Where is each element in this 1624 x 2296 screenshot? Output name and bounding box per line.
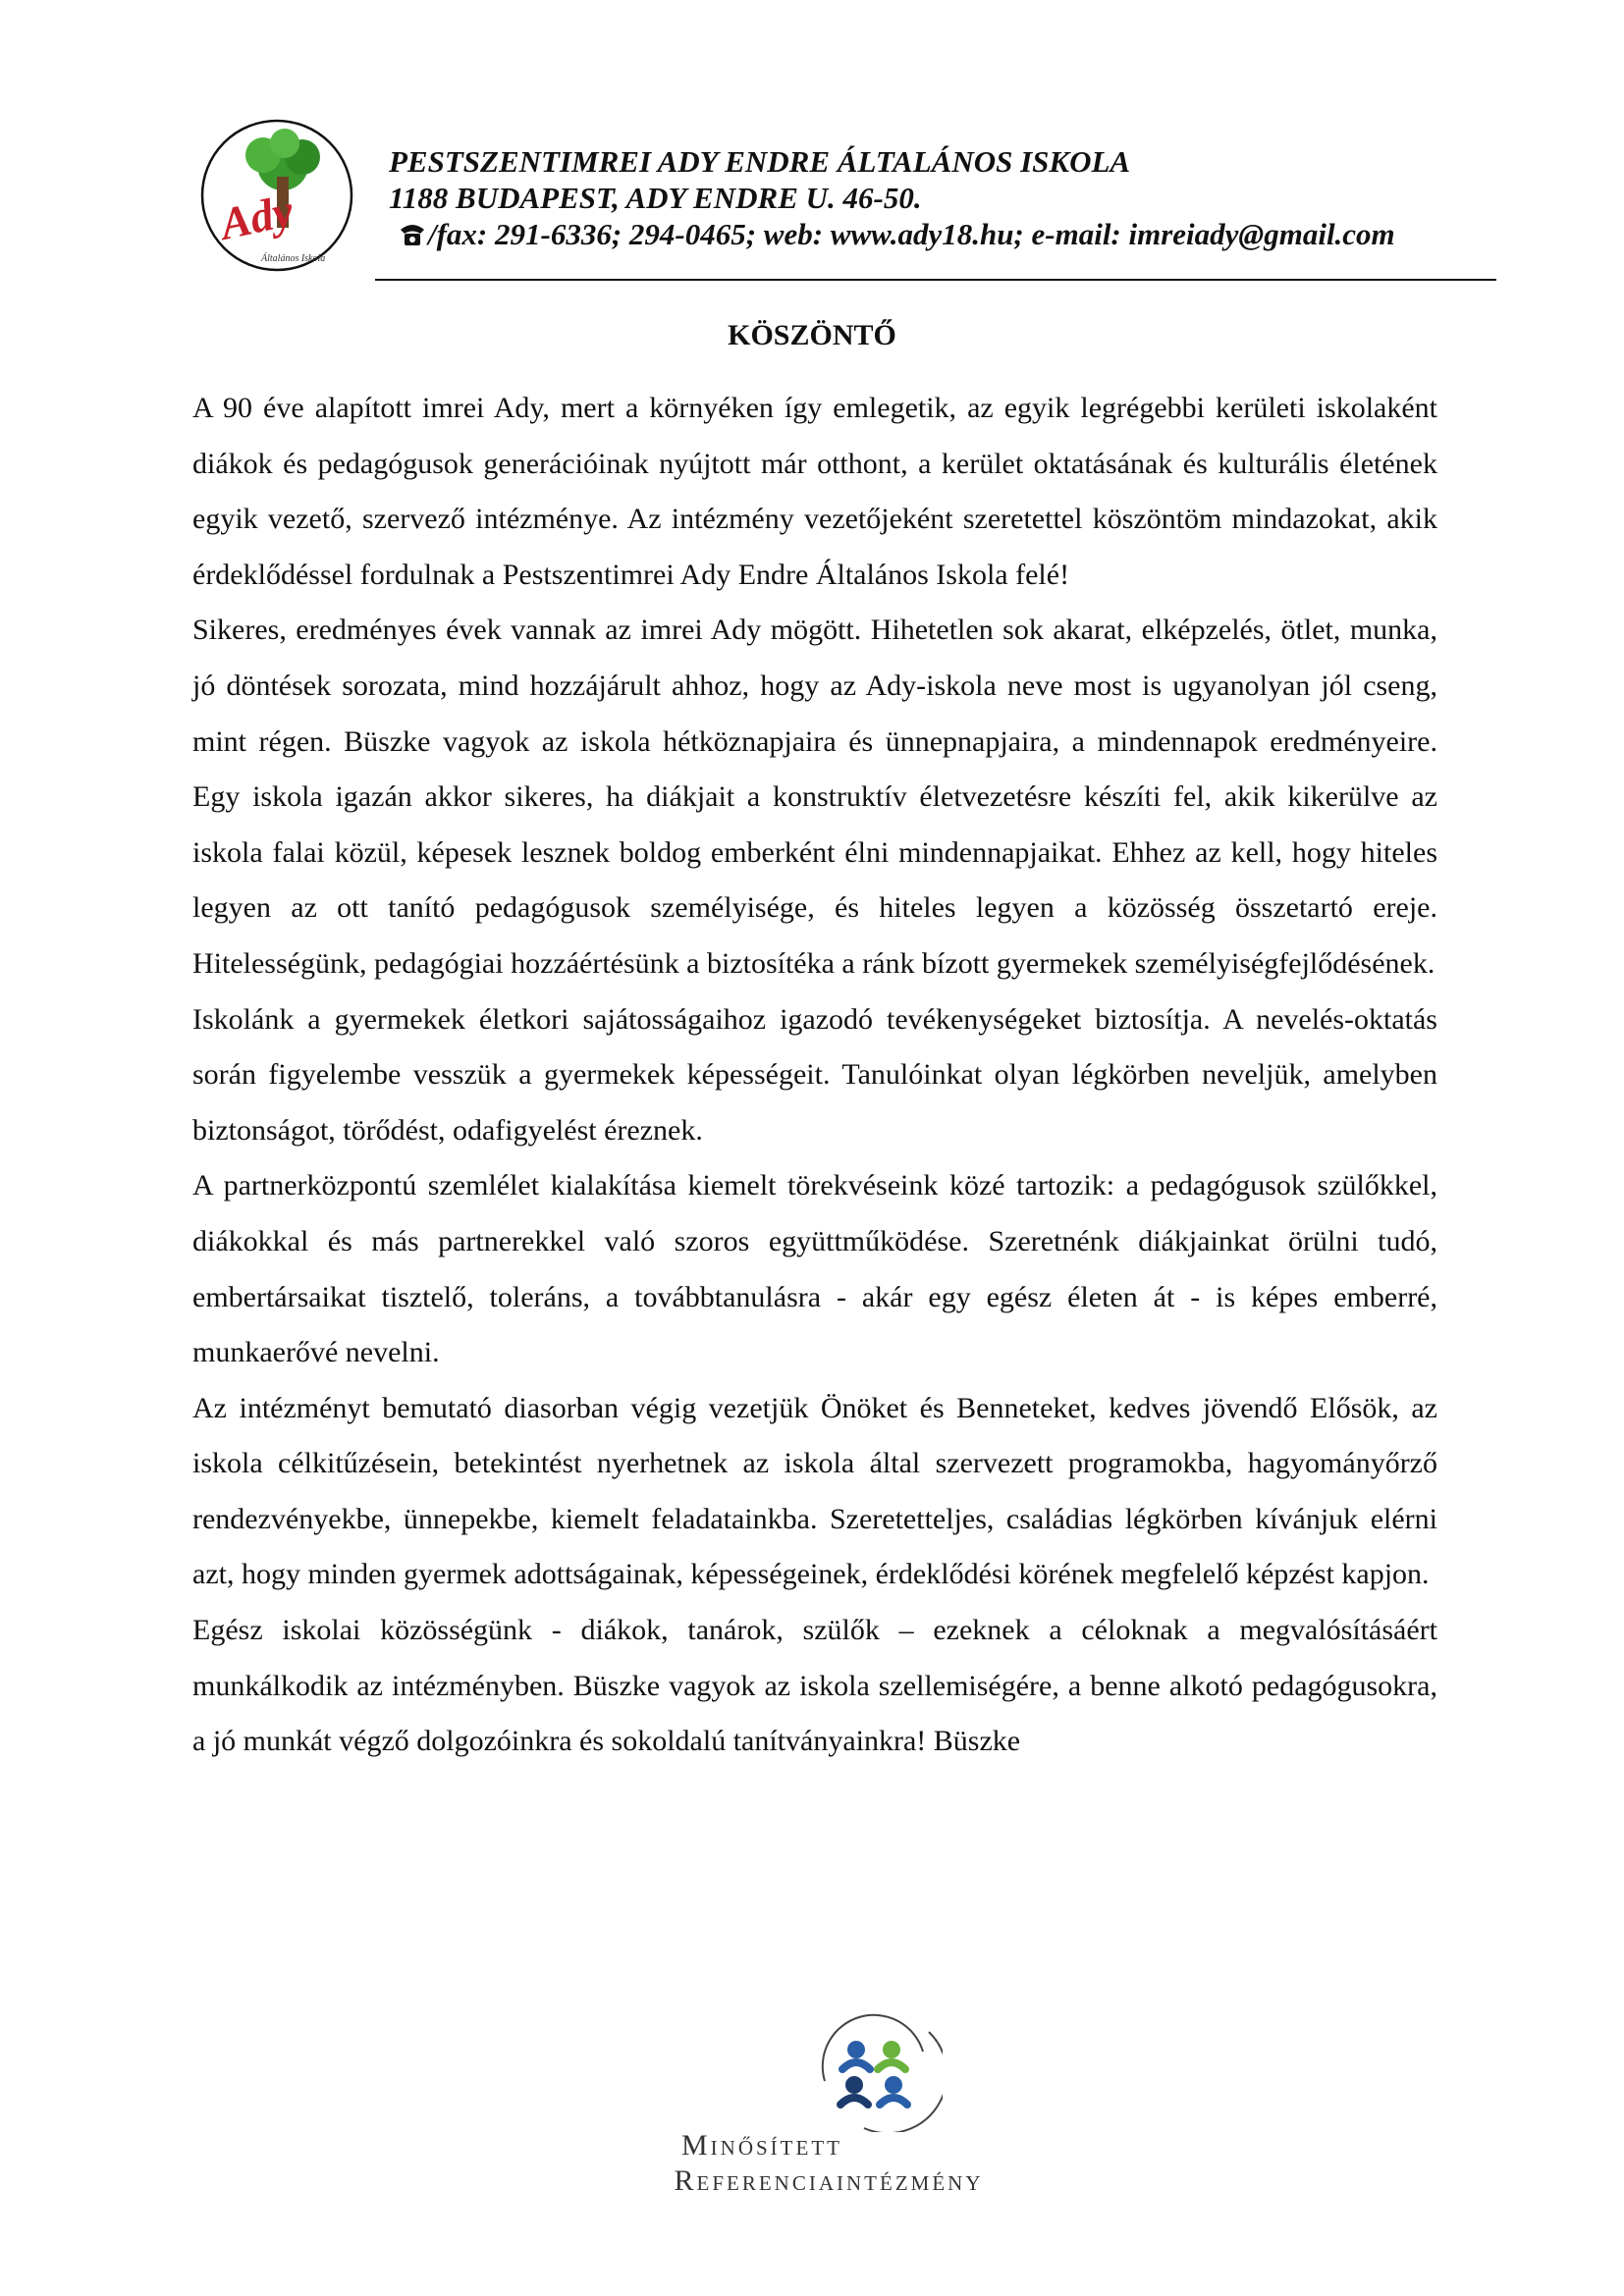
logo-subtext: Általános Iskola xyxy=(261,253,326,264)
paragraph: A partnerközpontú szemlélet kialakítása kiemelt törekvéseink közé tartozik: a pedagógusok szülőkkel, diákokkal és más partnerekkel való szoros együttműködése. Szeretnénk diákjainkat örülni tudó, embertársaikat tisztelő, toleráns, a továbbtanulásra - akár egy egész életen át - is képes emberré, munkaerővé nevelni. xyxy=(192,1169,1437,1369)
paragraph: Egész iskolai közösségünk - diákok, tanárok, szülők – ezeknek a céloknak a megvalósításáért munkálkodik az intézményben. Büszke vagyok az iskola szellemiségére, a benne alkotó pedagógusokra, a jó munkát végző dolgozóinkra és sokoldalú tanítványainkra! Büszke xyxy=(192,1614,1437,1758)
logo-text: Ady xyxy=(215,185,298,249)
school-info xyxy=(389,143,1498,252)
paragraph: Sikeres, eredményes évek vannak az imrei Ady mögött. Hihetetlen sok akarat, elképzelés, ötlet, munka, jó döntések sorozata, mind hozzájárult ahhoz, hogy az Ady-iskola neve most is ugyanolyan jól cseng, mint régen. Büszke vagyok az iskola hétköznapjaira és ünnepnapjaira, a mindennapok eredményeire. Egy iskola igazán akkor sikeres, ha diákjait a konstruktív életvezetésre készíti fel, akik kikerülve az iskola falai közül, képesek lesznek boldog emberként élni mindennapjaikat. Ehhez az kell, hogy hiteles legyen az ott tanító pedagógusok személyisége, és hiteles legyen a közösség összetartó ereje. Hitelességünk, pedagógiai hozzáértésünk a biztosítéka a ránk bízott gyermekek személyiségfejlődésének. xyxy=(192,614,1437,980)
paragraph: Iskolánk a gyermekek életkori sajátosságaihoz igazodó tevékenységeket biztosítja. A nevelés-oktatás során figyelembe vesszük a gyermekek képességeit. Tanulóinkat olyan légkörben neveljük, amelyben biztonságot, törődést, odafigyelést éreznek. xyxy=(192,1002,1437,1147)
school-contact-line xyxy=(389,216,1498,252)
page-header xyxy=(192,106,1490,281)
school-name: PESTSZENTIMREI ADY ENDRE ÁLTALÁNOS ISKOLA xyxy=(389,144,1131,179)
school-contact: /fax: 291-6336; 294-0465; web: www.ady18.hu; e-mail: imreiady@gmail.com xyxy=(428,217,1395,251)
tree-logo-icon xyxy=(192,118,361,273)
document-title: KÖSZÖNTŐ xyxy=(728,319,896,351)
school-address: 1188 BUDAPEST, ADY ENDRE U. 46-50. xyxy=(389,181,922,215)
paragraph: A 90 éve alapított imrei Ady, mert a környéken így emlegetik, az egyik legrégebbi kerületi iskolaként diákok és pedagógusok generációinak nyújtott már otthont, a kerület oktatásának és kulturális életének egyik vezető, szervező intézménye. Az intézmény vezetőjeként szeretettel köszöntöm mindazokat, akik érdeklődéssel fordulnak a Pestszentimrei Ady Endre Általános Iskola felé! xyxy=(192,392,1437,591)
paragraph: Az intézményt bemutató diasorban végig vezetjük Önöket és Benneteket, kedves jövendő Elősök, az iskola célkitűzésein, betekintést nyerhetnek az iskola által szervezett programokba, hagyományőrző rendezvényekbe, ünnepekbe, kiemelt feladatainkba. Szeretetteljes, családias légkörben kívánjuk elérni azt, hogy minden gyermek adottságainak, képességeinek, érdeklődési körének megfelelő képzést kapjon. xyxy=(192,1391,1437,1591)
certified-institution-logo-icon xyxy=(805,2012,943,2132)
school-logo xyxy=(192,118,361,273)
document-body xyxy=(192,381,1437,1770)
header-divider xyxy=(375,279,1496,281)
phone-icon xyxy=(399,222,426,247)
footer-line-2: Referenciaintézmény xyxy=(674,2164,984,2197)
page-footer xyxy=(589,2012,1041,2199)
footer-line-1: Minősített xyxy=(681,2129,842,2162)
